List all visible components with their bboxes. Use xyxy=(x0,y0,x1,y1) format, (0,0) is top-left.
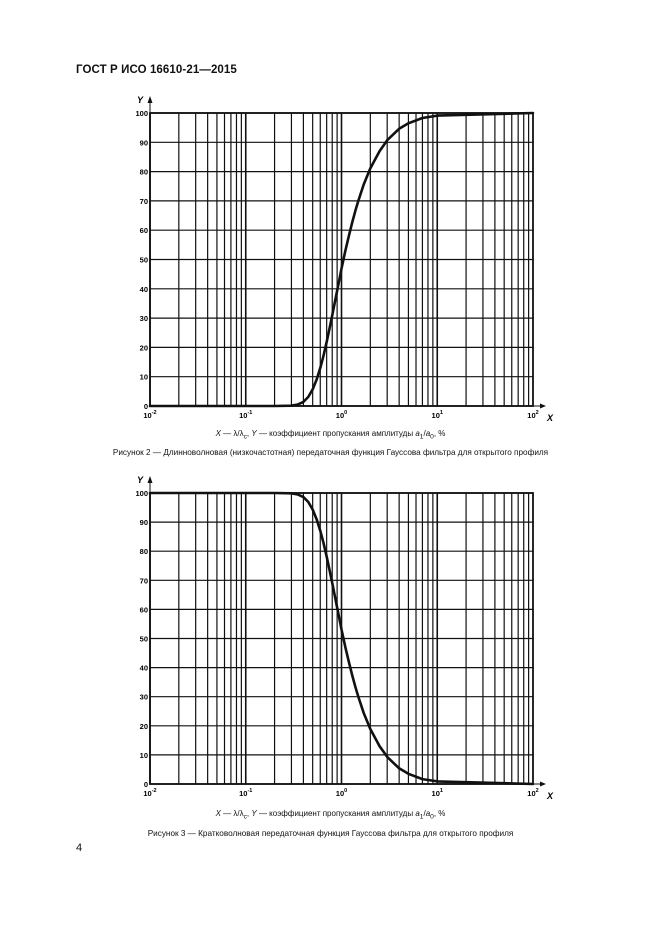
legend-y-var: Y xyxy=(251,429,257,438)
legend-sep: , xyxy=(246,809,252,818)
x-tick-label: $10^1$ xyxy=(431,788,443,798)
legend-y-def: — коэффициент пропускания амплитуды xyxy=(256,429,416,438)
x-axis-arrow-head xyxy=(540,782,546,787)
y-tick-label: 0 xyxy=(143,402,148,411)
legend-a0-sub: 0 xyxy=(430,433,434,441)
page-number: 4 xyxy=(76,842,83,854)
y-tick-label: 20 xyxy=(139,343,148,353)
y-axis-label: Y xyxy=(136,95,144,105)
y-tick-label: 90 xyxy=(139,518,148,528)
y-tick-label: 50 xyxy=(139,634,148,644)
y-tick-label: 60 xyxy=(139,226,148,236)
y-tick-label: 100 xyxy=(135,109,148,118)
legend-a1-sub: 1 xyxy=(419,813,424,821)
legend-x-def: — λ/λ xyxy=(220,429,244,438)
y-axis-label: Y xyxy=(136,475,144,485)
y-tick-label: 10 xyxy=(139,750,148,760)
legend-x-sub: c xyxy=(243,813,247,821)
legend-a1-sub: 1 xyxy=(419,433,424,441)
y-tick-label: 70 xyxy=(139,576,148,586)
y-tick-label: 70 xyxy=(139,196,148,206)
x-tick-label: $10^1$ xyxy=(431,410,443,420)
x-tick-label: $10^0$ xyxy=(335,410,348,420)
caption-figure-3: Рисунок 3 — Кратковолновая передаточная функция Гауссова фильтра для открытого профиля xyxy=(147,829,514,838)
legend-y-def: — коэффициент пропускания амплитуды xyxy=(256,809,416,818)
legend-figure-3 xyxy=(0,809,661,821)
x-tick-label: $10^2$ xyxy=(527,410,539,420)
legend-sep: , xyxy=(246,429,252,438)
legend-a1: a xyxy=(415,809,420,818)
y-tick-label: 30 xyxy=(139,692,148,702)
y-tick-label: 40 xyxy=(139,284,148,294)
legend-slash: / xyxy=(423,429,426,438)
legend-unit: , % xyxy=(433,429,446,438)
x-tick-label: $10^{-1}$ xyxy=(239,788,253,798)
x-axis-label: X xyxy=(546,791,554,801)
x-tick-label: $10^2$ xyxy=(527,788,539,798)
grid xyxy=(150,493,533,784)
y-tick-label: 80 xyxy=(139,167,148,177)
legend-x-var: X xyxy=(215,809,221,818)
y-tick-label: 60 xyxy=(139,605,148,615)
legend-y-var: Y xyxy=(251,809,257,818)
x-tick-label: $10^0$ xyxy=(335,788,348,798)
y-axis-arrow-head xyxy=(148,476,153,483)
legend-slash: / xyxy=(423,809,426,818)
legend-x-sub: c xyxy=(243,433,247,441)
y-tick-label: 80 xyxy=(139,547,148,557)
y-tick-label: 90 xyxy=(139,138,148,148)
y-tick-label: 10 xyxy=(139,372,148,382)
legend-x-def: — λ/λ xyxy=(220,809,244,818)
x-tick-label: $10^{-2}$ xyxy=(143,410,157,420)
legend-a0: a xyxy=(425,429,431,438)
y-tick-label: 30 xyxy=(139,314,148,324)
legend-x-var: X xyxy=(215,429,221,438)
legend-a0-sub: 0 xyxy=(430,813,434,821)
x-tick-label: $10^{-2}$ xyxy=(143,788,157,798)
legend-unit: , % xyxy=(433,809,446,818)
y-tick-label: 0 xyxy=(143,780,148,789)
y-tick-label: 20 xyxy=(139,721,148,731)
x-axis-label: X xyxy=(546,413,554,423)
legend-a1: a xyxy=(415,429,420,438)
page-header: ГОСТ Р ИСО 16610-21—2015 xyxy=(76,64,237,76)
y-tick-label: 50 xyxy=(139,255,148,265)
legend-a0: a xyxy=(425,809,431,818)
caption-figure-2: Рисунок 2 — Длинноволновая (низкочастотная) передаточная функция Гауссова фильтра для открытого профиля xyxy=(112,448,549,457)
x-tick-label: $10^{-1}$ xyxy=(239,410,253,420)
y-tick-label: 40 xyxy=(139,663,148,673)
y-tick-label: 100 xyxy=(135,489,148,498)
